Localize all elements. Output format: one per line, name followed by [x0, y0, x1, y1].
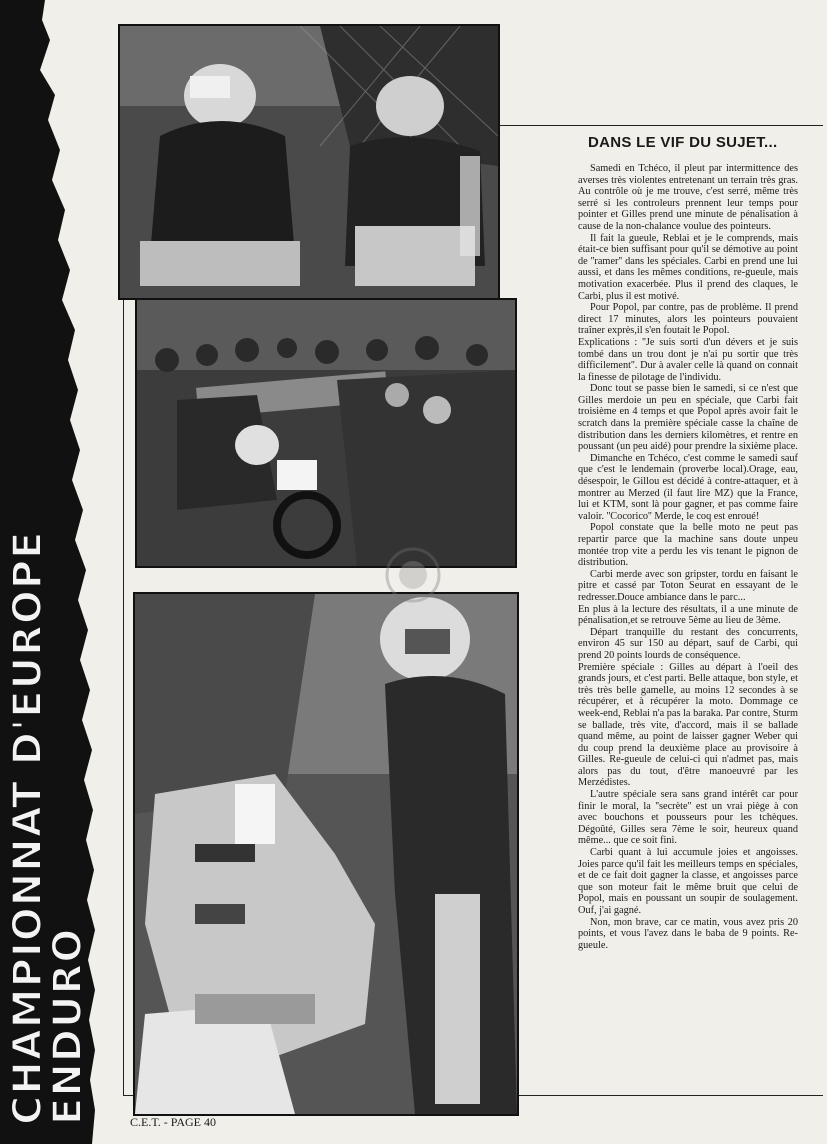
- article-paragraph: Départ tranquille du restant des concurrents, environ 45 sur 150 au départ, sauf de Carbi, qui prend 20 points lourds de conséquence.: [578, 626, 798, 661]
- article-paragraph: Samedi en Tchéco, il pleut par intermittence des averses très violentes entretenant un terrain très gras. Au contrôle où je me trouve, c'est serré, même très serré si les controleurs prennent leur temps pour pointer et Gilles prend une minute de pénalisation à cause de la non-chalance voulue des pointeurs.: [578, 163, 798, 232]
- photo-rider-kawasaki: [133, 592, 519, 1116]
- photo-crowd-bikes: [135, 298, 517, 568]
- title-line-1: CHAMPIONNAT D'EUROPE: [5, 530, 51, 1125]
- article-paragraph: Carbi quant à lui accumule joies et angoisses. Joies parce qu'il fait les meilleurs temps en spéciales, et de ce fait doit gagner la classe, et angoisses parce que son moteur fait le même bruit que celui de Popol, mais en poussant un soupir de soulagement. Ouf, j'ai gagné.: [578, 847, 798, 916]
- page-footer: C.E.T. - PAGE 40: [130, 1115, 217, 1129]
- article-paragraph: Non, mon brave, car ce matin, vous avez pris 20 points, et vous l'avez dans le baba de 9 points. Re-gueule.: [578, 916, 798, 951]
- vertical-section-title: [5, 530, 91, 1125]
- article-paragraph: Explications : ''Je suis sorti d'un dévers et je suis tombé dans un trou dont je n'ai pu sortir que très difficilement''. Dur à avaler celle là quand on connait la finesse de pilotage de l'individu.: [578, 336, 798, 383]
- article-paragraph: Dimanche en Tchéco, c'est comme le samedi sauf que c'est le lendemain (proverbe local).Orage, eau, désespoir, le Gillou est décidé à contre-attaquer, et à montrer au Merzed (il faut lire MZ) que la France, lui et KTM, sont là pour gagner, et pas comme faire valoir. ''Cocorico'' Merde, le coq est enroué!: [578, 452, 798, 522]
- article-paragraph: En plus à la lecture des résultats, il a une minute de pénalisation,et se retrouve 5ème au lieu de 3ème.: [578, 603, 798, 627]
- watermark-logo: [383, 545, 443, 605]
- article-paragraph: Popol constate que la belle moto ne peut pas repartir parce que la machine sans doute unpeu montée trop vite a perdu les vis tenant le pignon de distribution.: [578, 522, 798, 569]
- article-paragraph: L'autre spéciale sera sans grand intérêt car pour finir le moral, la ''secrète'' est un vrai piège à con avec bouchons et pousseurs pour les tchèques. Dégoûté, Gilles sera 7ème le soir, heureux quand même... que ce soit fini.: [578, 789, 798, 847]
- article-headline: DANS LE VIF DU SUJET...: [588, 134, 778, 151]
- title-line-2: ENDURO: [45, 927, 91, 1125]
- article-paragraph: Il fait la gueule, Reblai et je le comprends, mais était-ce bien suffisant pour qu'il se démotive au point de ''ramer'' dans les spéciales. Carbi en prend une lui aussi, et dans les mêmes conditions, re-gueule, mais motivation exacerbée. Plus il prend des claques, le Carbi, plus il est motivé.: [578, 232, 798, 302]
- article-paragraph: Première spéciale : Gilles au départ à l'oeil des grands jours, et c'est parti. Belle attaque, bon style, et très très belle gamelle, au moins 12 secondes à se récupérer, et à récupérer la moto. Dommage ce week-end, Reblai n'a pas la baraka. Par contre, Sturm se ballade, très vite, d'accord, mais il se ballade quand même, au point de laisser gagner Weber qui du coup prend la deuxième place au provisoire à Gilles. Re-gueule de celui-ci qui n'admet pas, mais alors pas du tout, d'être manoeuvré par les Merzédistes.: [578, 661, 799, 789]
- photo-riders-seated: [118, 24, 500, 300]
- article-paragraph: Pour Popol, par contre, pas de problème. Il prend direct 17 minutes, alors les pointeurs pouvaient traîner exprès,il s'en foutait le Popol.: [578, 302, 798, 337]
- article-body: [578, 163, 798, 951]
- article-paragraph: Carbi merde avec son gripster, tordu en faisant le pitre et cassé par Toton Seurat en essayant de le redresser.Douce ambiance dans le parc...: [578, 568, 798, 603]
- article-paragraph: Donc tout se passe bien le samedi, si ce n'est que Gilles merdoie un peu en spéciale, que Carbi fait troisième en 4 temps et que Popol après avoir fait le scratch dans la première spéciale casse la chaîne de distribution dans les derniers kilomètres, et rentre en poussant (un peu aidé) pour prendre la sixième place.: [578, 383, 798, 453]
